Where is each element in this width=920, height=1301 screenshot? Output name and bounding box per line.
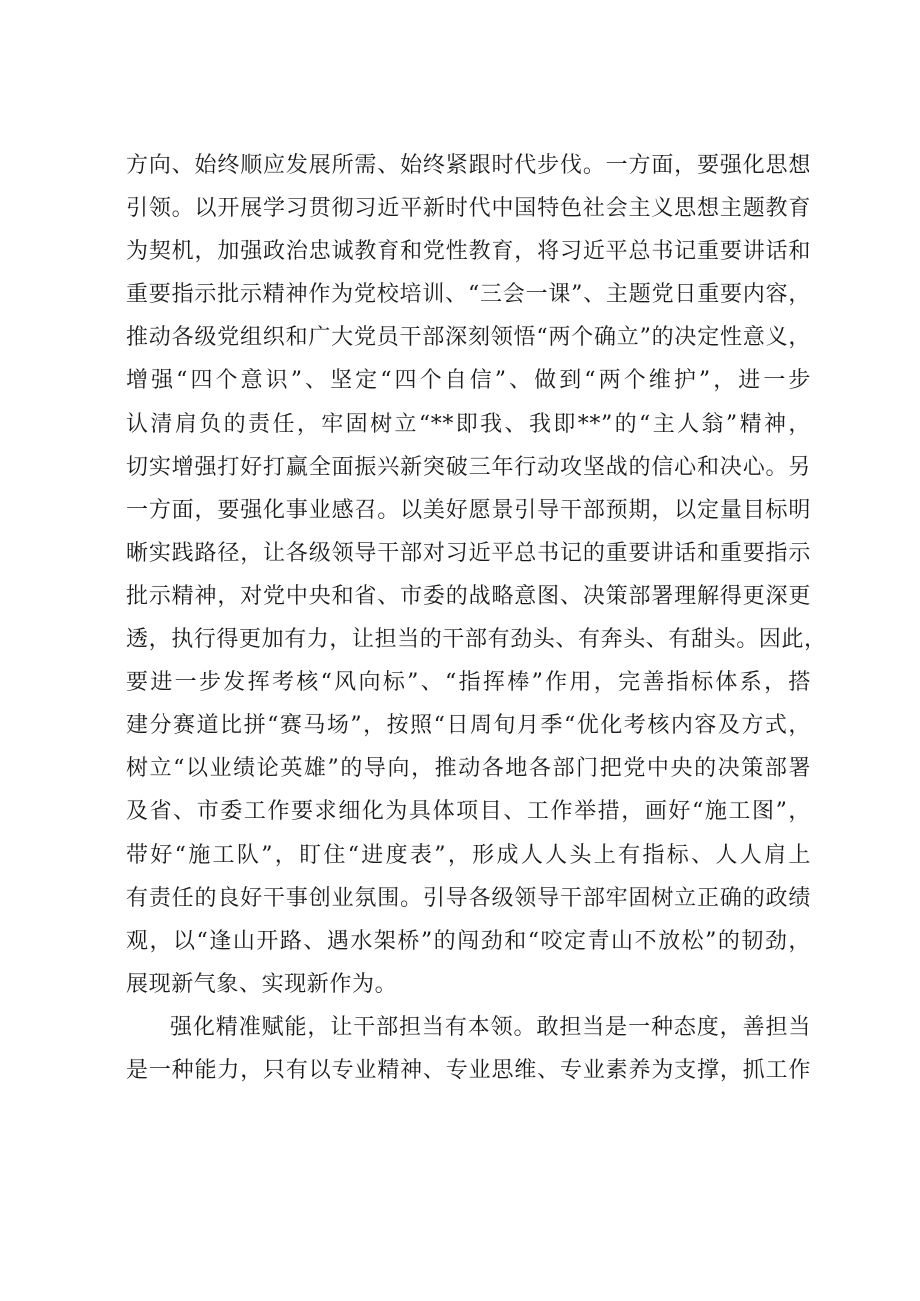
text-line: 重要指示批示精神作为党校培训、“三会一课”、主题党日重要内容， [126, 282, 811, 308]
text-line: 是一种能力，只有以专业精神、专业思维、专业素养为支撑，抓工作 [126, 1057, 811, 1083]
text-line: 为契机，加强政治忠诚教育和党性教育，将习近平总书记重要讲话和 [126, 239, 811, 265]
text-line: 认清肩负的责任，牢固树立“**即我、我即**”的“主人翁”精神， [126, 411, 811, 437]
text-line: 有责任的良好干事创业氛围。引导各级领导干部牢固树立正确的政绩 [126, 885, 811, 911]
text-line: 展现新气象、实现新作为。 [126, 971, 398, 997]
text-line: 建分赛道比拼“赛马场”，按照“日周旬月季“优化考核内容及方式， [126, 713, 811, 739]
text-line: 观，以“逢山开路、遇水架桥”的闯劲和“咬定青山不放松”的韧劲， [126, 928, 811, 954]
text-line: 强化精准赋能，让干部担当有本领。敢担当是一种态度，善担当 [170, 1014, 811, 1040]
text-line: 方向、始终顺应发展所需、始终紧跟时代步伐。一方面，要强化思想 [126, 153, 811, 178]
text-line: 及省、市委工作要求细化为具体项目、工作举措，画好“施工图”， [126, 799, 811, 825]
text-line: 透，执行得更加有力，让担当的干部有劲头、有奔头、有甜头。因此， [126, 627, 827, 653]
text-line: 增强“四个意识”、坚定“四个自信”、做到“两个维护”，进一步 [126, 368, 811, 394]
text-line: 引领。以开展学习贯彻习近平新时代中国特色社会主义思想主题教育 [126, 196, 811, 222]
text-line: 一方面，要强化事业感召。以美好愿景引导干部预期，以定量目标明 [126, 497, 811, 523]
text-line: 切实增强打好打赢全面振兴新突破三年行动攻坚战的信心和决心。另 [126, 454, 811, 480]
text-line: 晰实践路径，让各级领导干部对习近平总书记的重要讲话和重要指示 [126, 540, 811, 566]
text-line: 要进一步发挥考核“风向标”、“指挥棒”作用，完善指标体系，搭 [126, 670, 811, 696]
text-line: 批示精神，对党中央和省、市委的战略意图、决策部署理解得更深更 [126, 583, 811, 609]
text-line: 带好“施工队”，盯住“进度表”，形成人人头上有指标、人人肩上 [126, 842, 811, 868]
text-line: 树立“以业绩论英雄”的导向，推动各地各部门把党中央的决策部署 [126, 756, 811, 782]
body-text [126, 144, 827, 1092]
text-line: 推动各级党组织和广大党员干部深刻领悟“两个确立”的决定性意义， [126, 325, 811, 351]
